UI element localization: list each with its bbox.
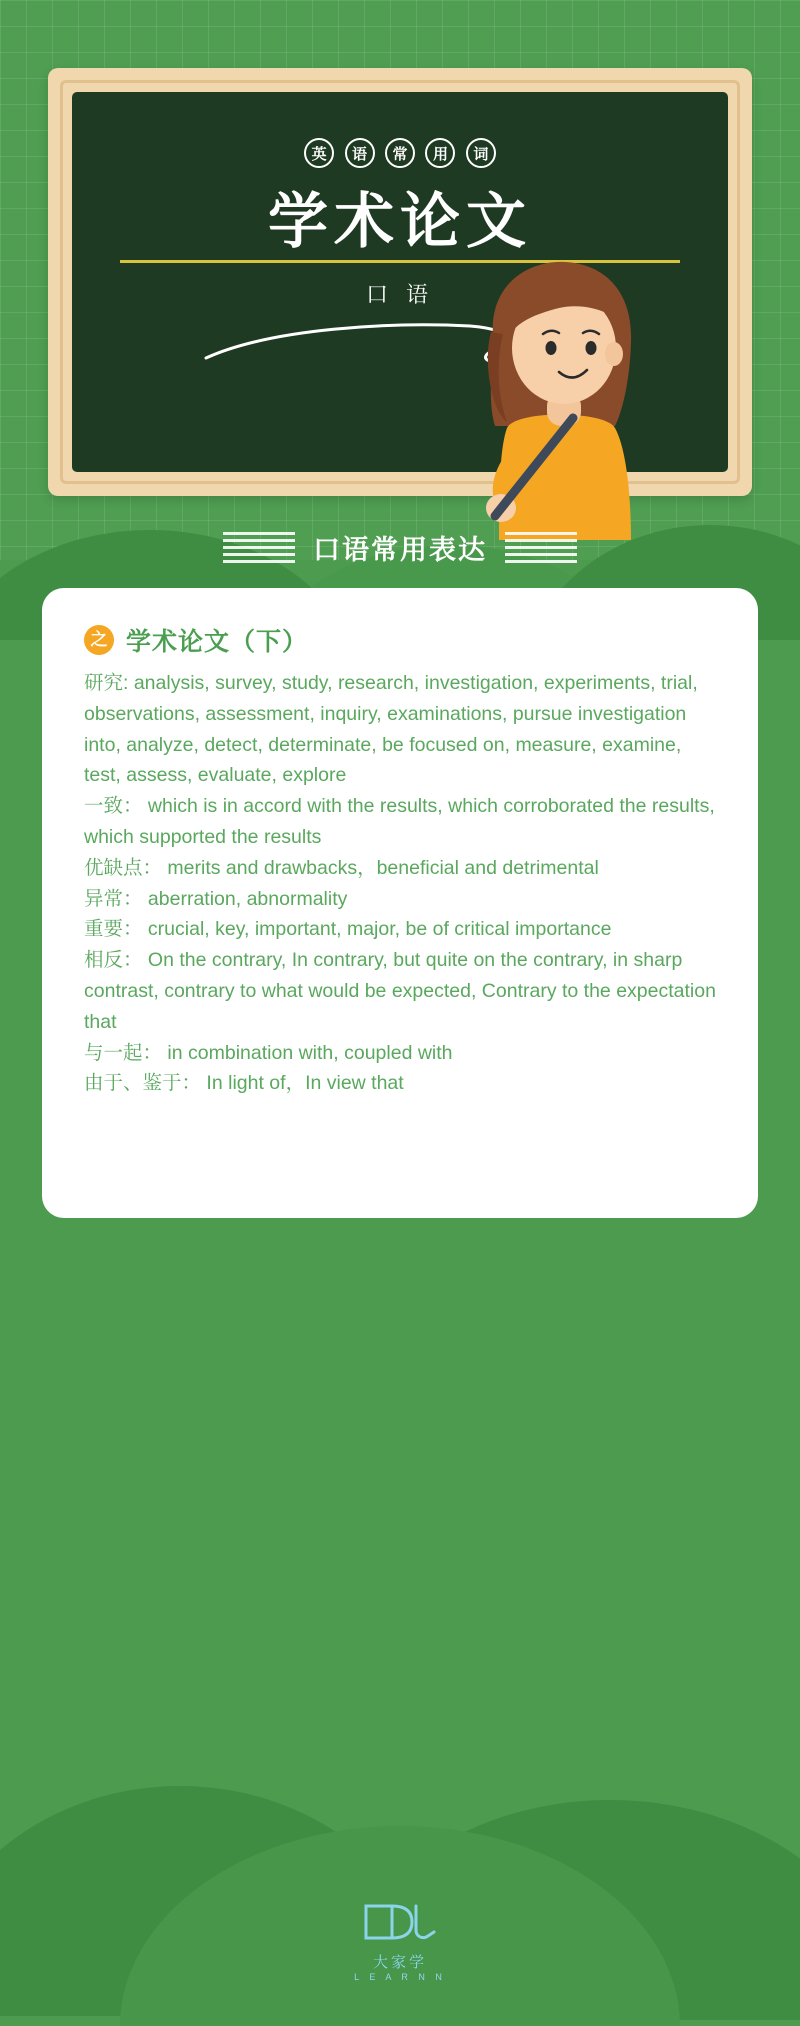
eyebrow-char-0: 英 [304,138,334,168]
blackboard-eyebrow [72,138,728,168]
list-item [84,668,716,791]
entry-value: In light of，In view that [201,1072,404,1095]
book-logo-icon [358,1900,442,1944]
card-title: 学术论文（下） [126,628,309,656]
entry-value: crucial, key, important, major, be of critical importance [142,918,612,941]
stripes-left-icon [223,532,295,563]
page-subtitle: 口 语 [365,282,435,307]
eyebrow-char-2: 常 [385,138,415,168]
footer-logo [0,1900,800,1982]
list-item [84,791,716,853]
teacher-illustration [455,250,665,540]
eyebrow-char-3: 用 [425,138,455,168]
section-title: 口语常用表达 [313,535,487,565]
content-card [42,588,758,1218]
entry-list [84,668,716,1099]
entry-value: On the contrary, In contrary, but quite on the contrary, in sharp contrast, contrary to what would be expected, Contrary to the expectation that [84,949,716,1033]
entry-key: 优缺点： [84,856,163,879]
entry-key: 研究: [84,672,129,694]
entry-value: which is in accord with the results, which corroborated the results, which supported the results [84,795,715,848]
list-item [84,914,716,945]
list-item [84,884,716,915]
entry-value: merits and drawbacks，beneficial and detrimental [162,856,599,879]
list-item [84,945,716,1037]
brand-name-en: L E A R N N [354,1972,446,1982]
list-item [84,1038,716,1069]
entry-value: analysis, survey, study, research, investigation, experiments, trial, observations, assessment, inquiry, examinations, pursue investigation into, analyze, detect, determinate, be focused on, measure, examine, test, assess, evaluate, explore [84,672,698,787]
eyebrow-char-1: 语 [345,138,375,168]
entry-key: 由于、鉴于： [84,1072,202,1095]
eyebrow-char-4: 词 [466,138,496,168]
entry-key: 与一起： [84,1041,163,1064]
entry-key: 相反： [84,949,143,972]
entry-key: 一致： [84,795,143,818]
entry-key: 异常： [84,887,143,910]
section-heading [0,528,800,567]
entry-value: in combination with, coupled with [162,1041,453,1064]
brand-name-cn: 大家学 [372,1954,427,1971]
card-header [84,622,716,658]
list-item [84,1068,716,1099]
order-badge: 之 [84,625,114,655]
entry-value: aberration, abnormality [142,887,348,910]
entry-key: 重要： [84,918,143,941]
page-title: 学术论文 [268,189,532,255]
list-item [84,853,716,884]
stripes-right-icon [505,532,577,563]
